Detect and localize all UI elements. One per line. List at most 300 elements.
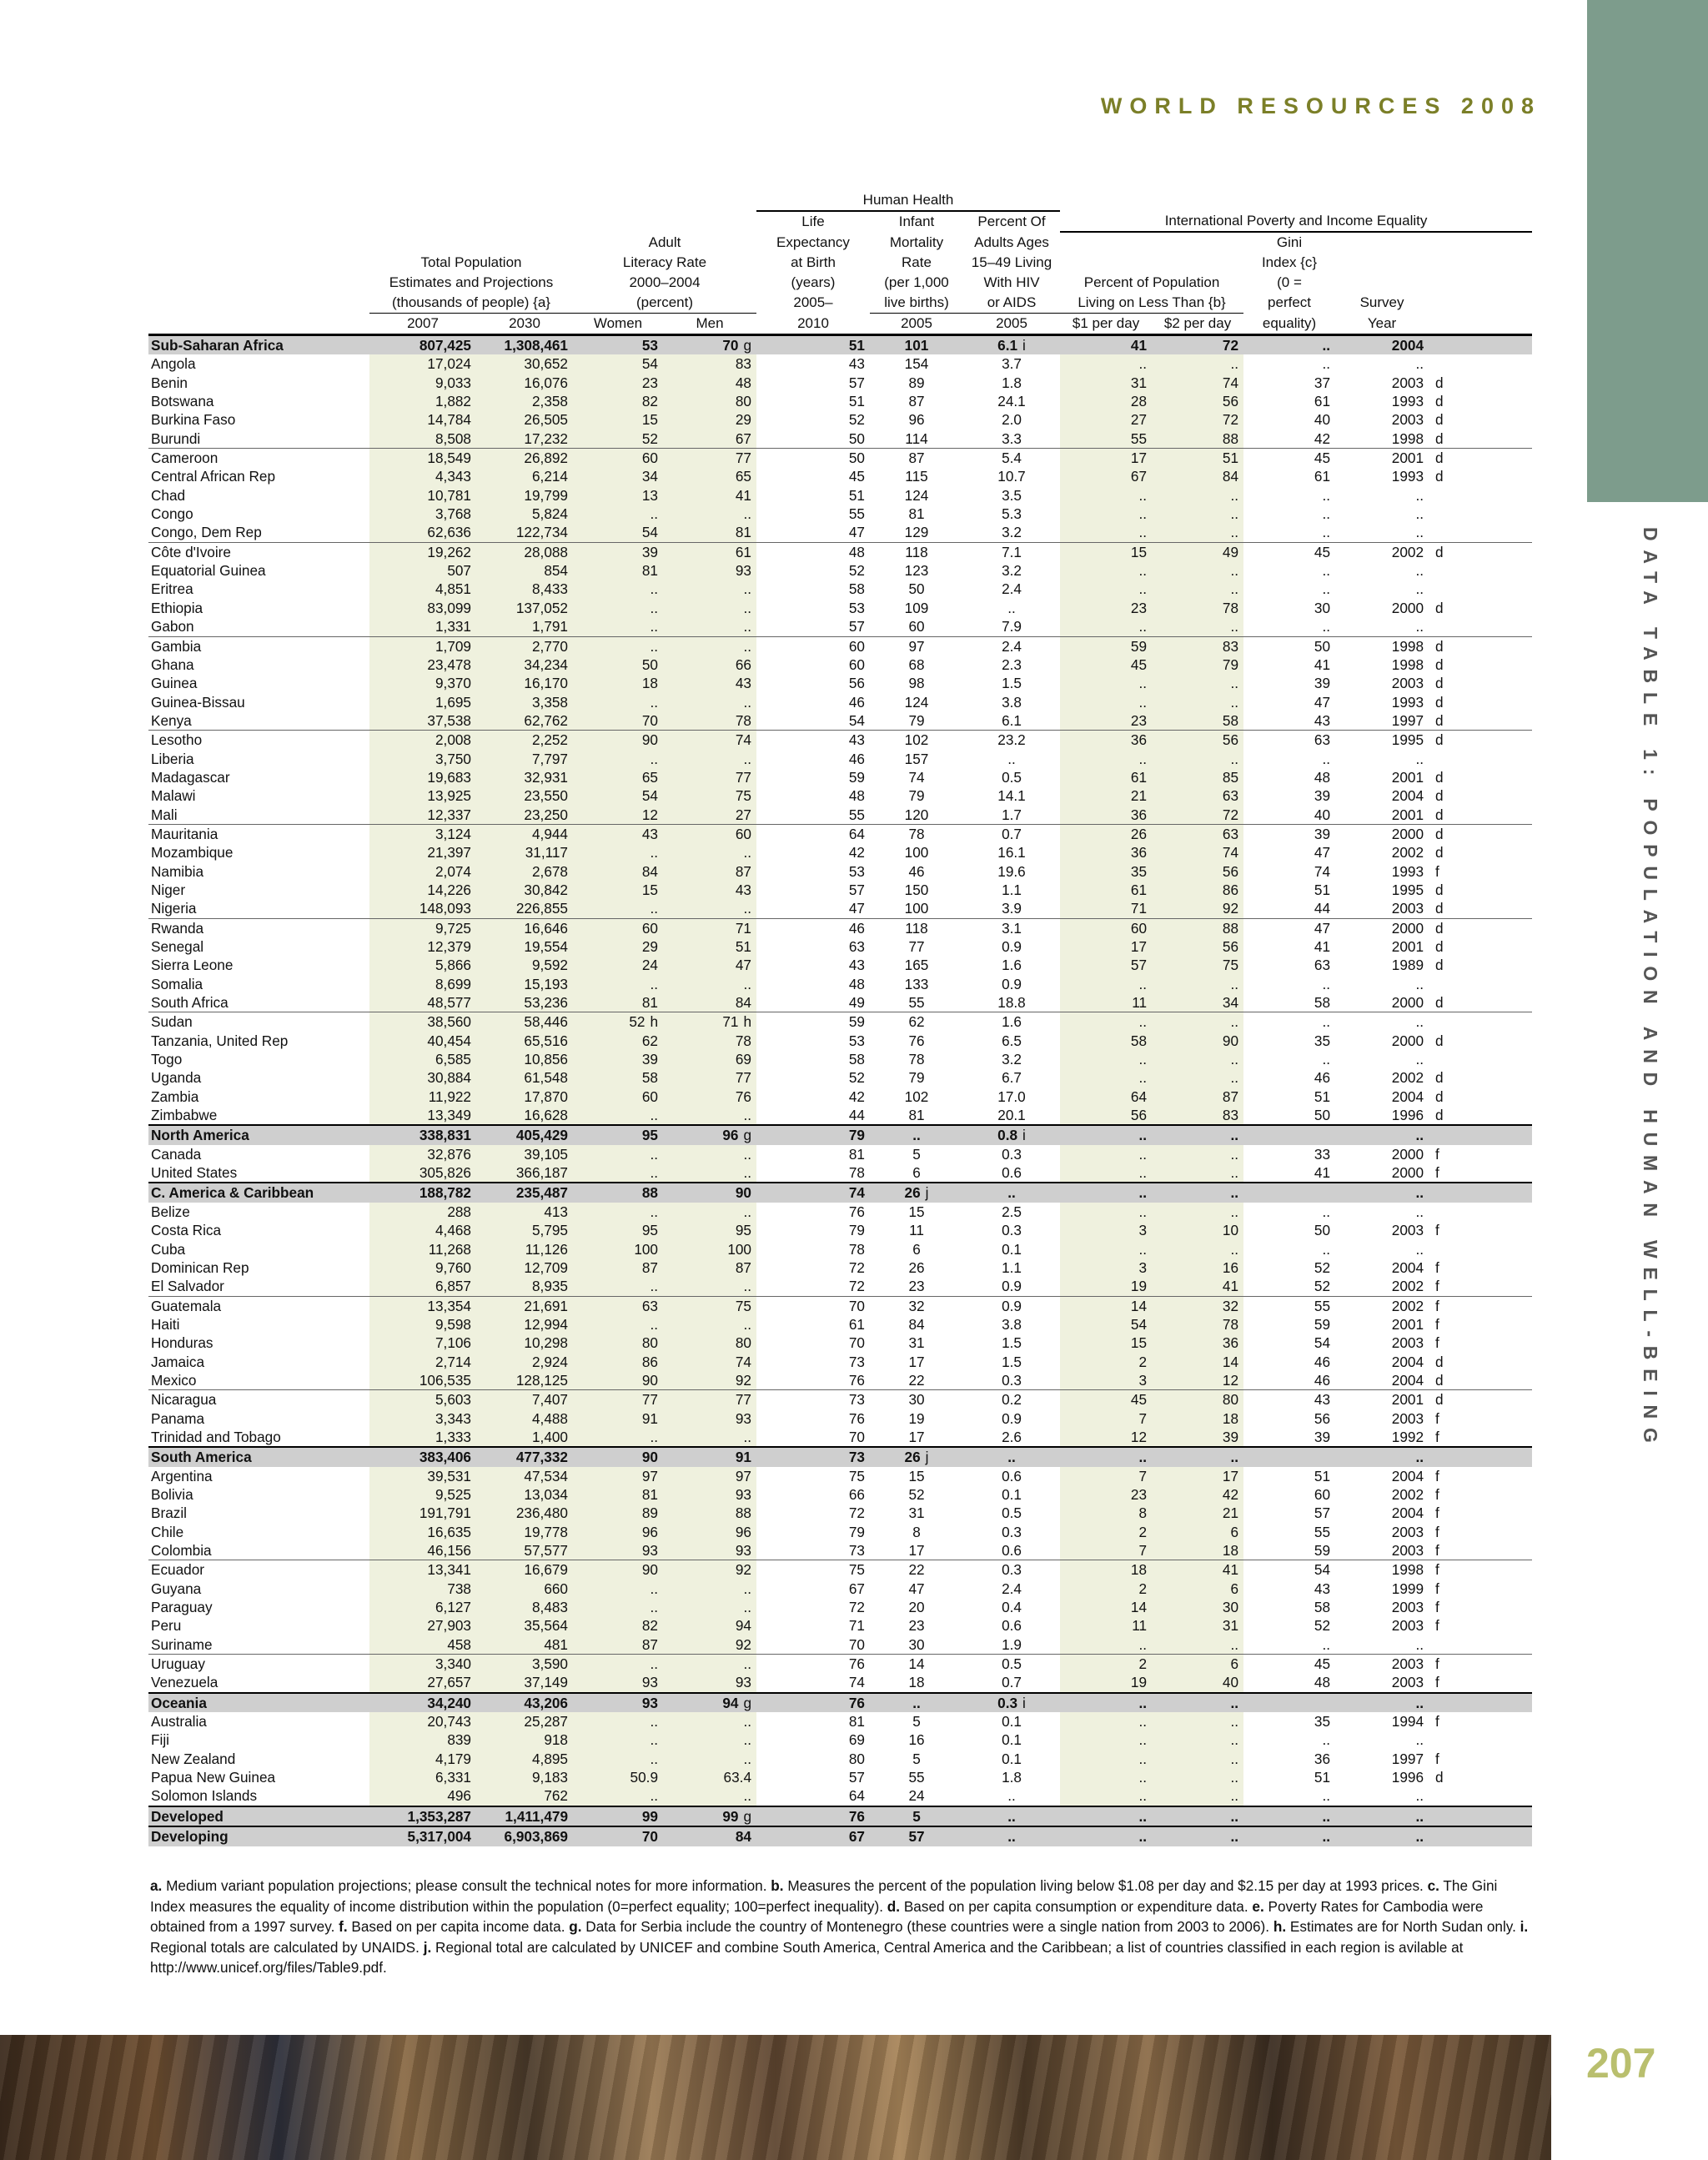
men-header: Men	[663, 314, 756, 335]
cell-lm	[663, 1580, 756, 1598]
cell-im	[870, 1712, 963, 1731]
cell-value: 3,590	[531, 1655, 568, 1673]
cell-p07	[369, 374, 476, 392]
cell-value: ..	[650, 1145, 658, 1163]
cell-le	[756, 1806, 870, 1826]
cell-value: 79	[848, 1127, 865, 1144]
cell-sy	[1335, 750, 1429, 768]
cell-value: ..	[1007, 750, 1016, 767]
cell-value: 118	[905, 543, 928, 560]
cell-value: 58	[848, 580, 865, 598]
cell-le	[756, 335, 870, 355]
cell-le	[756, 449, 870, 468]
cell-value: 2.3	[1002, 656, 1022, 673]
cell-value: Jamaica	[151, 1353, 204, 1370]
cell-gi	[1243, 410, 1335, 429]
cell-sy	[1335, 410, 1429, 429]
cell-value: 0.5	[1002, 1655, 1022, 1673]
cell-sy	[1335, 617, 1429, 636]
cell-value: ..	[743, 1787, 751, 1805]
country-row	[148, 1145, 1532, 1163]
cell-value: 96	[908, 411, 925, 429]
cell-gi	[1243, 542, 1335, 561]
cell-value: f	[1435, 1315, 1439, 1333]
country-row	[148, 392, 1532, 410]
cell-im	[870, 1467, 963, 1485]
cell-hiv	[963, 899, 1060, 918]
country-row	[148, 1655, 1532, 1674]
cell-lm	[663, 374, 756, 392]
cell-p1	[1060, 693, 1152, 711]
cell-p1	[1060, 956, 1152, 974]
cell-lm	[663, 1750, 756, 1768]
cell-name	[148, 862, 369, 881]
cell-hiv	[963, 617, 1060, 636]
cell-sy	[1335, 975, 1429, 993]
country-row	[148, 1485, 1532, 1504]
one-dollar-header: $1 per day	[1060, 314, 1152, 335]
cell-value: 1.9	[1002, 1635, 1022, 1653]
cell-name	[148, 918, 369, 937]
cell-im	[870, 1371, 963, 1390]
cell-lw	[573, 1334, 663, 1352]
cell-sn	[1429, 636, 1532, 656]
cell-lw	[573, 1750, 663, 1768]
cell-hiv	[963, 1353, 1060, 1371]
cell-le	[756, 750, 870, 768]
cell-value: f	[1435, 1297, 1439, 1314]
footnote-label: f.	[339, 1918, 348, 1935]
cell-sy	[1335, 580, 1429, 598]
cell-value: 3,343	[435, 1409, 471, 1427]
cell-p2	[1152, 1371, 1243, 1390]
cell-gi	[1243, 786, 1335, 805]
cell-le	[756, 862, 870, 881]
cell-value: 2	[1138, 1353, 1148, 1370]
cell-value: 17,232	[524, 429, 568, 447]
cell-value: Chad	[151, 486, 186, 504]
cell-value: Solomon Islands	[151, 1787, 258, 1805]
cell-name	[148, 1088, 369, 1106]
cell-value: ..	[650, 1599, 658, 1616]
cell-value: d	[1435, 1391, 1444, 1409]
cell-lm	[663, 1012, 756, 1032]
cell-value: 2001	[1391, 806, 1424, 823]
cell-value: 2002	[1391, 844, 1424, 861]
cell-value: 47	[848, 900, 865, 917]
cell-im	[870, 1485, 963, 1504]
cell-p30	[476, 993, 573, 1012]
cell-sy	[1335, 1541, 1429, 1560]
cell-value: 109	[904, 599, 929, 616]
cell-value: 60	[735, 825, 751, 842]
cell-hiv	[963, 599, 1060, 617]
footnote-marker: g	[743, 1807, 751, 1825]
cell-gi	[1243, 1731, 1335, 1749]
cell-value: f	[1435, 1334, 1439, 1352]
cell-value: 6.5	[1002, 1032, 1022, 1049]
cell-lm	[663, 975, 756, 993]
data-table-title: DATA TABLE 1: POPULATION AND HUMAN WELL-BEING	[1640, 527, 1661, 1452]
cell-gi	[1243, 937, 1335, 956]
cell-gi	[1243, 486, 1335, 505]
cell-value: ..	[1415, 1013, 1424, 1031]
cell-value: 2004	[1391, 337, 1424, 354]
cell-value: 42	[1314, 429, 1331, 447]
cell-p30	[476, 693, 573, 711]
cell-value: f	[1435, 1145, 1439, 1163]
cell-le	[756, 1277, 870, 1296]
cell-value: 1992	[1391, 1428, 1424, 1445]
cell-value: ..	[1230, 1240, 1239, 1258]
cell-value: 41	[1314, 656, 1331, 673]
cell-value: 100	[904, 844, 929, 861]
cell-value: f	[1435, 1713, 1439, 1731]
cell-lw	[573, 392, 663, 410]
cell-p07	[369, 1786, 476, 1806]
cell-value: 46	[1314, 1069, 1331, 1087]
cell-name	[148, 1221, 369, 1239]
cell-p30	[476, 806, 573, 825]
cell-le	[756, 1768, 870, 1786]
cell-p2	[1152, 1693, 1243, 1712]
cell-value: 46	[848, 750, 865, 767]
cell-sn	[1429, 1221, 1532, 1239]
cell-value: 100	[904, 900, 929, 917]
cell-value: ..	[743, 599, 751, 616]
cell-value: 2.5	[1002, 1203, 1022, 1220]
cell-value: 39	[641, 543, 658, 560]
cell-value: 63	[1314, 731, 1331, 749]
cell-value: ..	[743, 1315, 751, 1333]
cell-sy	[1335, 956, 1429, 974]
footnote-text: Estimates are for North Sudan only.	[1286, 1918, 1520, 1935]
cell-lm	[663, 1786, 756, 1806]
footnote-text: Measures the percent of the population living below $1.08 per day and $2.15 per day at 1993 prices.	[783, 1877, 1428, 1894]
country-row	[148, 1598, 1532, 1616]
footnote-marker: h	[650, 1013, 658, 1031]
footnote-marker: i	[1022, 337, 1026, 354]
cell-value: 7,797	[531, 750, 568, 767]
cell-value: d	[1435, 844, 1444, 861]
cell-lw	[573, 1315, 663, 1334]
footnote-marker: i	[1022, 1127, 1026, 1144]
cell-value: 6,585	[435, 1051, 471, 1068]
cell-p07	[369, 1106, 476, 1125]
cell-sy	[1335, 486, 1429, 505]
cell-sn	[1429, 1428, 1532, 1447]
cell-value: 81	[848, 1713, 865, 1731]
cell-sy	[1335, 786, 1429, 805]
cell-value: 38,560	[427, 1013, 471, 1031]
cell-le	[756, 1068, 870, 1087]
cell-im	[870, 1106, 963, 1125]
cell-sy	[1335, 899, 1429, 918]
cell-sn	[1429, 1088, 1532, 1106]
cell-lm	[663, 1145, 756, 1163]
cell-p07	[369, 561, 476, 580]
cell-hiv	[963, 1125, 1060, 1144]
cell-value: 124	[904, 486, 929, 504]
cell-lw	[573, 467, 663, 485]
cell-value: 28,088	[524, 543, 568, 560]
cell-gi	[1243, 1353, 1335, 1371]
cell-value: 16,635	[427, 1523, 471, 1540]
cell-value: 2004	[1391, 787, 1424, 805]
cell-value: 5,795	[531, 1222, 568, 1239]
cell-p30	[476, 1296, 573, 1315]
cell-value: ..	[1415, 1731, 1424, 1749]
cell-p1	[1060, 599, 1152, 617]
human-health-header: Human Health	[862, 192, 954, 208]
cell-lw	[573, 1258, 663, 1277]
cell-p07	[369, 843, 476, 861]
cell-value: 71	[848, 1617, 865, 1635]
cell-p07	[369, 975, 476, 993]
cell-value: ..	[1230, 1127, 1239, 1144]
cell-value: 96	[722, 1127, 739, 1144]
cell-value: 60	[641, 1088, 658, 1105]
cell-value: 100	[634, 1240, 658, 1258]
cell-lw	[573, 881, 663, 899]
cell-im	[870, 374, 963, 392]
cell-value: 50	[1314, 1107, 1331, 1124]
cell-sn	[1429, 1032, 1532, 1050]
country-row	[148, 731, 1532, 750]
cell-value: ..	[650, 750, 658, 767]
cell-p2	[1152, 693, 1243, 711]
cell-value: ..	[1322, 1013, 1331, 1031]
cell-im	[870, 1580, 963, 1598]
cell-p30	[476, 824, 573, 843]
cell-value: Gabon	[151, 618, 194, 635]
country-row	[148, 580, 1532, 598]
cell-lw	[573, 1598, 663, 1616]
cell-p1	[1060, 542, 1152, 561]
cell-value: ..	[1322, 750, 1331, 767]
cell-value: 3,750	[435, 750, 471, 767]
cell-value: 13,034	[524, 1485, 568, 1503]
cell-lw	[573, 711, 663, 731]
cell-value: 191,791	[419, 1504, 471, 1522]
cell-value: 90	[641, 1371, 658, 1389]
cell-name	[148, 1296, 369, 1315]
cell-im	[870, 1296, 963, 1315]
footnote-text: The Gini Index measures the equality of income distribution within the population (0=perfect equality; 100=perfect inequality).	[150, 1877, 1498, 1915]
cell-value: 75	[735, 1297, 751, 1314]
cell-value: Mali	[151, 806, 178, 823]
cell-im	[870, 1635, 963, 1655]
cell-value: 23	[908, 1278, 925, 1295]
cell-p30	[476, 1183, 573, 1202]
cell-p2	[1152, 731, 1243, 750]
cell-value: 43	[848, 731, 865, 749]
cell-le	[756, 523, 870, 542]
cell-p1	[1060, 750, 1152, 768]
cell-value: 96	[735, 1523, 751, 1540]
cell-im	[870, 899, 963, 918]
cell-value: 83	[1222, 1107, 1239, 1124]
cell-value: 53	[848, 1032, 865, 1049]
cell-value: 41	[735, 486, 751, 504]
cell-hiv	[963, 1277, 1060, 1296]
cell-value: ..	[650, 1428, 658, 1445]
cell-value: ..	[1230, 1769, 1239, 1786]
cell-value: 3.3	[1002, 429, 1022, 447]
cell-p07	[369, 1541, 476, 1560]
cell-value: f	[1435, 1580, 1439, 1597]
cell-p2	[1152, 1221, 1243, 1239]
cell-value: ..	[1415, 750, 1424, 767]
cell-value: ..	[1138, 1635, 1148, 1653]
cell-value: 0.9	[1002, 1409, 1022, 1427]
cell-lm	[663, 354, 756, 373]
cell-sn	[1429, 1560, 1532, 1580]
cell-value: 1997	[1391, 711, 1424, 729]
cell-value: ..	[1322, 1051, 1331, 1068]
cell-value: 74	[848, 1184, 865, 1202]
cell-value: 55	[1314, 1523, 1331, 1540]
cell-value: Trinidad and Tobago	[151, 1428, 281, 1445]
cell-name	[148, 1635, 369, 1655]
poverty-header: International Poverty and Income Equality	[1060, 211, 1532, 232]
cell-sy	[1335, 1296, 1429, 1315]
cell-value: ..	[1138, 1203, 1148, 1220]
cell-hiv	[963, 1806, 1060, 1826]
cell-value: 8,483	[531, 1599, 568, 1616]
cell-value: 0.7	[1002, 1674, 1022, 1691]
cell-p30	[476, 1523, 573, 1541]
cell-name	[148, 750, 369, 768]
cell-lm	[663, 1598, 756, 1616]
cell-value: 58	[1130, 1032, 1148, 1049]
cell-value: 51	[848, 393, 865, 410]
cell-value: 42	[848, 1088, 865, 1105]
cell-value: 1995	[1391, 731, 1424, 749]
cell-value: 54	[848, 711, 865, 729]
cell-p07	[369, 1371, 476, 1390]
cell-hiv	[963, 881, 1060, 899]
cell-value: 74	[1222, 374, 1239, 391]
country-row	[148, 1523, 1532, 1541]
cell-name	[148, 1598, 369, 1616]
cell-im	[870, 1447, 963, 1466]
cell-p1	[1060, 374, 1152, 392]
cell-p2	[1152, 862, 1243, 881]
footnote-label: i.	[1520, 1918, 1529, 1935]
cell-value: 16	[1222, 1258, 1239, 1276]
cell-value: 39	[1314, 675, 1331, 692]
cell-p1	[1060, 1390, 1152, 1409]
cell-value: d	[1435, 599, 1444, 616]
cell-name	[148, 731, 369, 750]
cell-value: ..	[1230, 486, 1239, 504]
cell-im	[870, 561, 963, 580]
cell-value: 55	[848, 806, 865, 823]
cell-value: 87	[1222, 1088, 1239, 1105]
cell-hiv	[963, 1050, 1060, 1068]
cell-sn	[1429, 1750, 1532, 1768]
cell-hiv	[963, 1731, 1060, 1749]
cell-value: 413	[544, 1203, 568, 1220]
cell-p07	[369, 1616, 476, 1635]
cell-p30	[476, 1768, 573, 1786]
cell-value: 36	[1130, 806, 1148, 823]
cell-value: 50	[1314, 637, 1331, 655]
cell-p1	[1060, 993, 1152, 1012]
cell-value: 65	[735, 468, 751, 485]
cell-lw	[573, 1163, 663, 1183]
cell-value: ..	[743, 637, 751, 655]
cell-gi	[1243, 1768, 1335, 1786]
cell-value: ..	[1322, 1807, 1331, 1825]
cell-value: 77	[641, 1391, 658, 1409]
cell-p30	[476, 1163, 573, 1183]
cell-lm	[663, 429, 756, 449]
cell-sy	[1335, 1371, 1429, 1390]
cell-sy	[1335, 843, 1429, 861]
population-header-1: Total Population	[420, 254, 522, 270]
cell-gi	[1243, 1806, 1335, 1826]
cell-value: 23.2	[997, 731, 1026, 749]
cell-value: Honduras	[151, 1334, 214, 1352]
cell-p07	[369, 1390, 476, 1409]
cell-lm	[663, 711, 756, 731]
cell-value: ..	[1138, 1184, 1148, 1202]
cell-value: ..	[1138, 355, 1148, 373]
cell-value: 43	[641, 825, 658, 842]
cell-value: Cameroon	[151, 450, 219, 467]
cell-value: 15	[641, 411, 658, 429]
cell-value: 51	[1222, 450, 1239, 467]
cell-hiv	[963, 1616, 1060, 1635]
cell-value: 36	[1222, 1334, 1239, 1352]
region-row	[148, 1183, 1532, 1202]
cell-hiv	[963, 806, 1060, 825]
cell-name	[148, 542, 369, 561]
cell-value: 288	[447, 1203, 471, 1220]
cell-value: 2	[1138, 1523, 1148, 1540]
cell-value: 61,548	[524, 1069, 568, 1087]
cell-im	[870, 636, 963, 656]
cell-value: 52	[641, 429, 658, 447]
cell-p1	[1060, 1145, 1152, 1163]
cell-gi	[1243, 1616, 1335, 1635]
cell-value: 57,577	[524, 1542, 568, 1559]
cell-value: Tanzania, United Rep	[151, 1032, 289, 1049]
cell-value: 93	[641, 1694, 658, 1711]
cell-im	[870, 1240, 963, 1258]
cell-p2	[1152, 806, 1243, 825]
cell-value: 48,577	[427, 994, 471, 1012]
cell-p30	[476, 1203, 573, 1221]
cell-value: 52	[848, 411, 865, 429]
cell-value: 77	[735, 768, 751, 786]
cell-value: 2001	[1391, 938, 1424, 955]
cell-name	[148, 1712, 369, 1731]
cell-value: 2002	[1391, 1278, 1424, 1295]
cell-le	[756, 731, 870, 750]
cell-sy	[1335, 1068, 1429, 1087]
cell-sy	[1335, 523, 1429, 542]
cell-gi	[1243, 1560, 1335, 1580]
footnote-marker: g	[743, 337, 751, 354]
cell-p07	[369, 1635, 476, 1655]
cell-hiv	[963, 993, 1060, 1012]
cell-gi	[1243, 1163, 1335, 1183]
cell-value: 79	[1222, 656, 1239, 673]
cell-value: Zimbabwe	[151, 1107, 218, 1124]
